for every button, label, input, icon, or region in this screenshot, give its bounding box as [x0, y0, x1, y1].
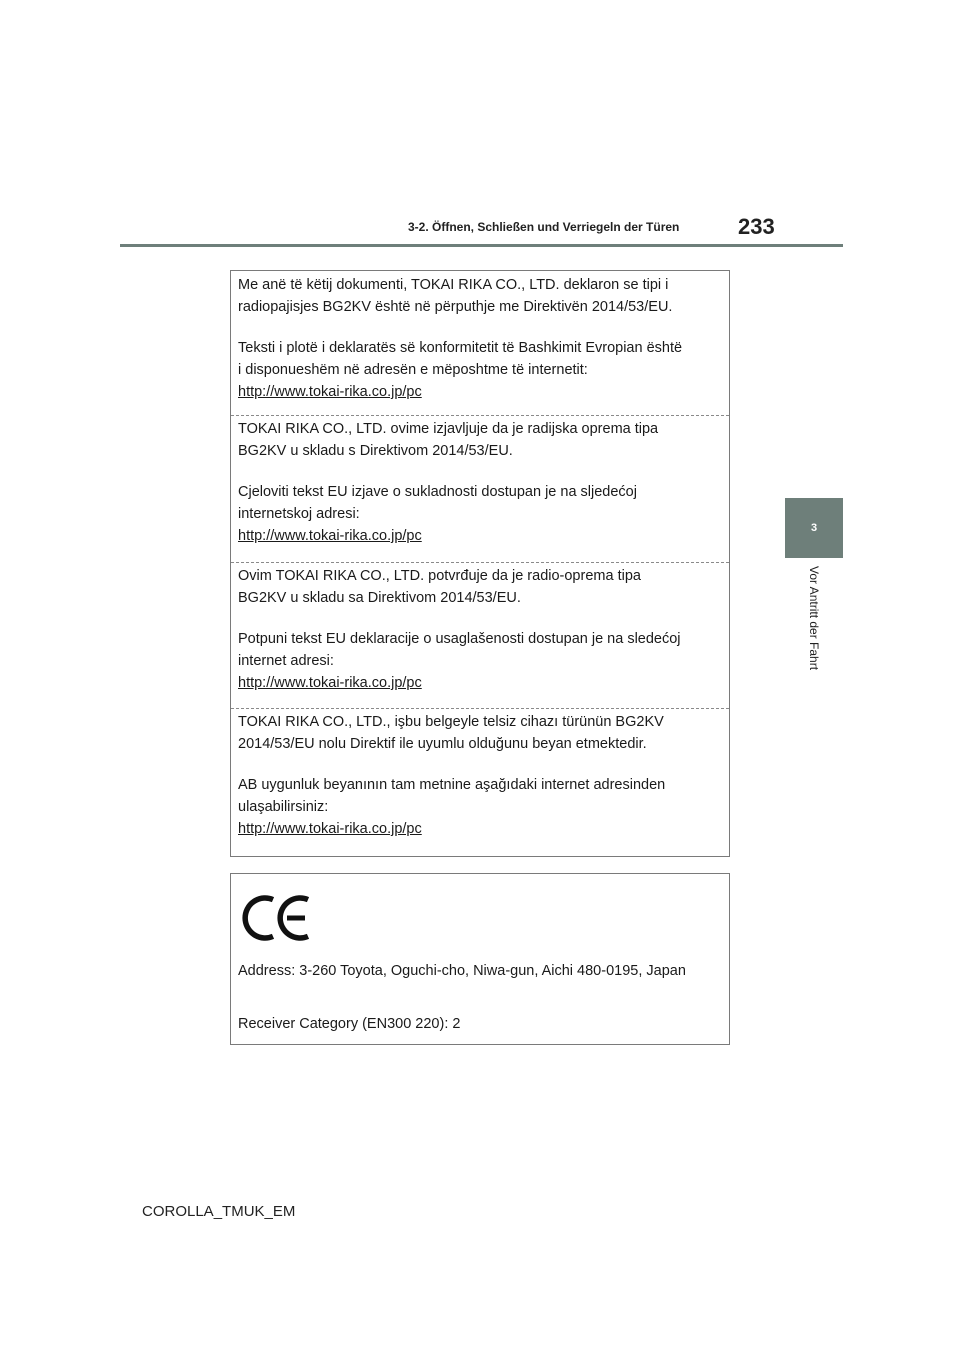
declarations-box	[230, 270, 730, 857]
divider	[231, 415, 729, 416]
declaration-line: Me anë të këtij dokumenti, TOKAI RIKA CO., LTD. deklaron se tipi i	[238, 277, 669, 293]
header-rule	[120, 244, 843, 247]
declaration-line: internetskoj adresi:	[238, 506, 360, 522]
declaration-line: BG2KV u skladu sa Direktivom 2014/53/EU.	[238, 590, 521, 606]
page-number: 233	[738, 214, 775, 239]
declaration-line: 2014/53/EU nolu Direktif ile uyumlu olduğunu beyan etmektedir.	[238, 736, 647, 752]
document-id: COROLLA_TMUK_EM	[142, 1203, 296, 1220]
declaration-link[interactable]: http://www.tokai-rika.co.jp/pc	[238, 675, 422, 691]
declaration-line: Teksti i plotë i deklaratës së konformitetit të Bashkimit Evropian është	[238, 340, 683, 356]
declaration-line: i disponueshëm në adresën e mëposhtme të internetit:	[238, 362, 588, 378]
ce-mark-icon	[242, 894, 314, 942]
declaration-link[interactable]: http://www.tokai-rika.co.jp/pc	[238, 528, 422, 544]
declaration-link[interactable]: http://www.tokai-rika.co.jp/pc	[238, 821, 422, 837]
chapter-number: 3	[810, 522, 818, 534]
chapter-label: Vor Antritt der Fahrt	[807, 566, 821, 671]
divider	[231, 562, 729, 563]
manufacturer-address: Address: 3-260 Toyota, Oguchi-cho, Niwa-gun, Aichi 480-0195, Japan	[238, 963, 686, 979]
declaration-line: TOKAI RIKA CO., LTD., işbu belgeyle telsiz cihazı türünün BG2KV	[238, 714, 664, 730]
receiver-category: Receiver Category (EN300 220): 2	[238, 1016, 461, 1032]
declaration-link[interactable]: http://www.tokai-rika.co.jp/pc	[238, 384, 422, 400]
divider	[231, 708, 729, 709]
declaration-line: AB uygunluk beyanının tam metnine aşağıdaki internet adresinden	[238, 777, 666, 793]
declaration-albanian	[231, 274, 729, 403]
declaration-line: Cjeloviti tekst EU izjave o sukladnosti dostupan je na sljedećoj	[238, 484, 637, 500]
section-title: 3-2. Öffnen, Schließen und Verriegeln der Türen	[408, 220, 680, 234]
declaration-line: internet adresi:	[238, 653, 334, 669]
declaration-line: BG2KV u skladu s Direktivom 2014/53/EU.	[238, 443, 513, 459]
declaration-croatian	[231, 418, 729, 547]
declaration-line: Ovim TOKAI RIKA CO., LTD. potvrđuje da je radio-oprema tipa	[238, 568, 641, 584]
declaration-turkish	[231, 711, 729, 840]
declaration-line: radiopajisjes BG2KV është në përputhje me Direktivën 2014/53/EU.	[238, 299, 673, 315]
declaration-serbian	[231, 565, 729, 694]
declaration-line: ulaşabilirsiniz:	[238, 799, 329, 815]
declaration-line: Potpuni tekst EU deklaracije o usaglašenosti dostupan je na sledećoj	[238, 631, 681, 647]
declaration-line: TOKAI RIKA CO., LTD. ovime izjavljuje da je radijska oprema tipa	[238, 421, 659, 437]
chapter-tab	[785, 498, 843, 558]
